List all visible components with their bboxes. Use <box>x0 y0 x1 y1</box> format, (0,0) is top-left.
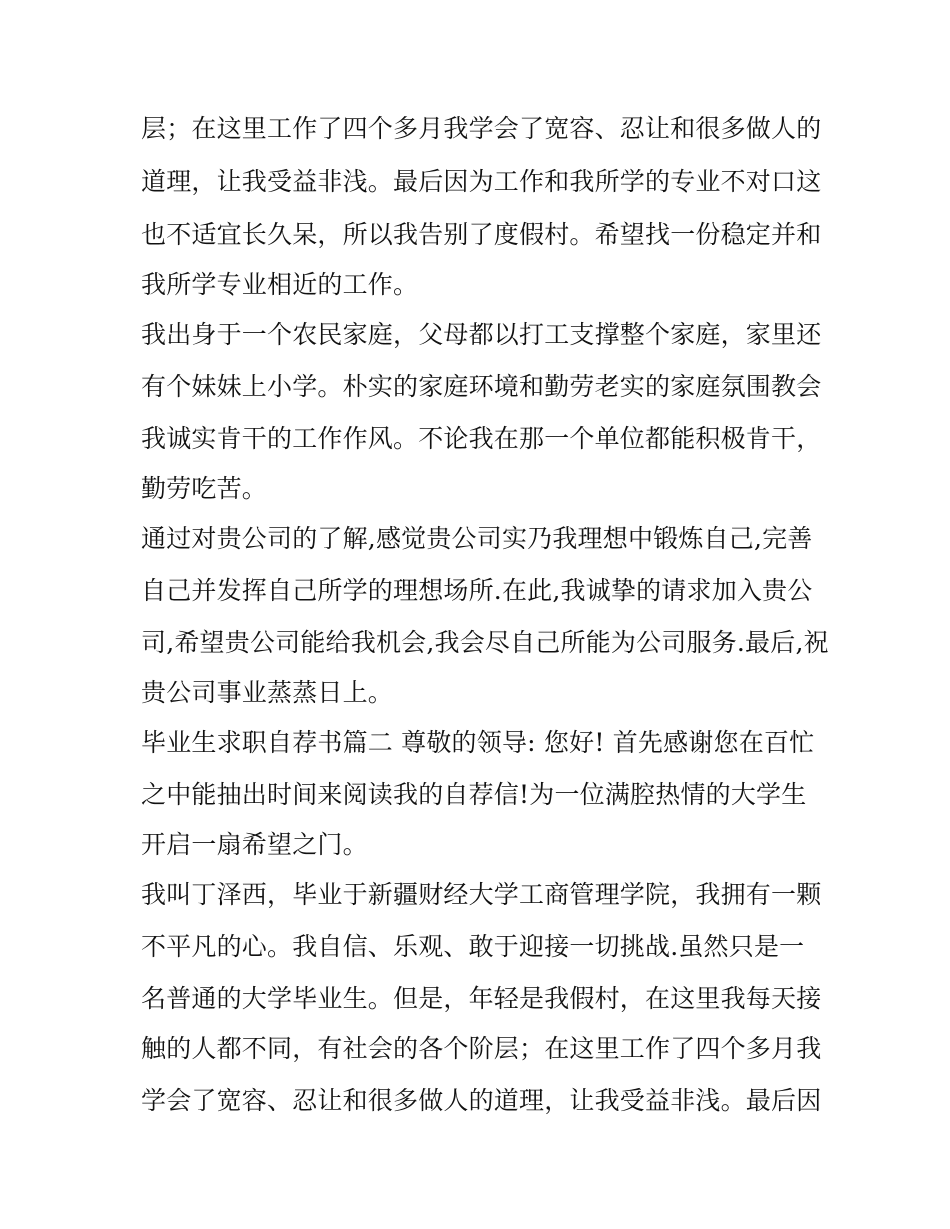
text-line: 贵公司事业蒸蒸日上。 <box>141 678 394 707</box>
text-line: 我叫丁泽西，毕业于新疆财经大学工商管理学院，我拥有一颗 <box>141 880 822 909</box>
text-line: 毕业生求职自荐书篇二 尊敬的领导: 您好! 首先感谢您在百忙 <box>141 728 815 757</box>
text-line: 之中能抽出时间来阅读我的自荐信!为一位满腔热情的大学生 <box>141 780 807 809</box>
text-line: 也不适宜长久呆，所以我告别了度假村。希望找一份稳定并和 <box>141 220 822 249</box>
text-line: 道理，让我受益非浅。最后因为工作和我所学的专业不对口这 <box>141 167 822 196</box>
text-line: 不平凡的心。我自信、乐观、敢于迎接一切挑战.虽然只是一 <box>141 932 805 961</box>
text-line: 开启一扇希望之门。 <box>141 830 368 859</box>
text-line: 有个妹妹上小学。朴实的家庭环境和勤劳老实的家庭氛围教会 <box>141 372 822 401</box>
text-line: 学会了宽容、忍让和很多做人的道理，让我受益非浅。最后因 <box>141 1086 822 1115</box>
text-line: 我诚实肯干的工作作风。不论我在那一个单位都能积极肯干， <box>141 424 822 453</box>
text-line: 勤劳吃苦。 <box>141 474 268 503</box>
text-line: 触的人都不同，有社会的各个阶层；在这里工作了四个多月我 <box>141 1034 822 1063</box>
text-line: 名普通的大学毕业生。但是，年轻是我假村，在这里我每天接 <box>141 984 822 1013</box>
text-line: 层；在这里工作了四个多月我学会了宽容、忍让和很多做人的 <box>141 114 822 143</box>
text-line: 我所学专业相近的工作。 <box>141 270 419 299</box>
text-line: 自己并发挥自己所学的理想场所.在此,我诚挚的请求加入贵公 <box>141 576 813 605</box>
text-line: 司,希望贵公司能给我机会,我会尽自己所能为公司服务.最后,祝 <box>141 628 829 657</box>
text-line: 我出身于一个农民家庭，父母都以打工支撑整个家庭，家里还 <box>141 320 822 349</box>
text-line: 通过对贵公司的了解,感觉贵公司实乃我理想中锻炼自己,完善 <box>141 524 813 553</box>
